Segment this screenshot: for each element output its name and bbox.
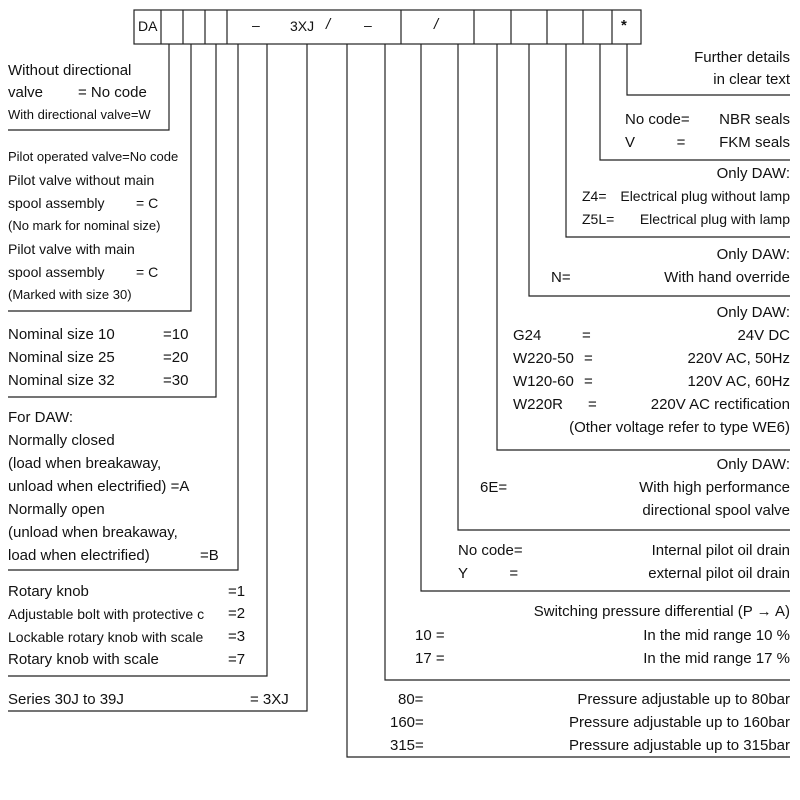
- drain-external-desc: external pilot oil drain: [648, 565, 790, 582]
- drain-internal-code: No code=: [458, 542, 523, 559]
- voltage-w120-60-desc: 120V AC, 60Hz: [687, 373, 790, 390]
- voltage-w220r-eq: =: [588, 396, 597, 413]
- code-slash-2: /: [434, 16, 439, 33]
- further-line1: Further details: [694, 49, 790, 66]
- daw-line3: (load when breakaway,: [8, 455, 162, 472]
- seals-fkm-desc: FKM seals: [719, 134, 790, 151]
- series-value: = 3XJ: [250, 691, 289, 708]
- directional-line2-value: = No code: [78, 84, 147, 101]
- pilot-line3-label: spool assembly: [8, 195, 105, 211]
- pilot-line7: (Marked with size 30): [8, 287, 132, 302]
- override-code: N=: [551, 269, 571, 286]
- voltage-w220-50-eq: =: [584, 350, 593, 367]
- pilot-line2: Pilot valve without main: [8, 172, 155, 188]
- voltage-g24-code: G24: [513, 327, 542, 344]
- drain-internal-desc: Internal pilot oil drain: [651, 542, 790, 559]
- spool-desc1: With high performance: [639, 479, 790, 496]
- nominal-25-value: =20: [163, 349, 189, 366]
- code-separator-2: –: [364, 17, 372, 33]
- knob-3-label: Lockable rotary knob with scale: [8, 629, 204, 645]
- daw-line1: For DAW:: [8, 409, 74, 426]
- daw-line7-label: load when electrified): [8, 547, 150, 564]
- plug-title: Only DAW:: [716, 165, 790, 182]
- knob-1-value: =1: [228, 583, 246, 600]
- directional-line3: With directional valve=W: [8, 107, 151, 122]
- daw-line7-value: =B: [200, 547, 219, 564]
- pressure-160-code: 160=: [390, 714, 424, 731]
- daw-line5: Normally open: [8, 501, 105, 518]
- code-slash-1: /: [326, 16, 331, 33]
- switching-17-desc: In the mid range 17 %: [643, 650, 790, 667]
- seals-nbr-code: No code=: [625, 111, 690, 128]
- pressure-80-desc: Pressure adjustable up to 80bar: [577, 691, 790, 708]
- directional-line1: Without directional: [8, 62, 132, 79]
- voltage-note: (Other voltage refer to type WE6): [569, 419, 790, 436]
- switching-title: Switching pressure differential (P → A): [533, 603, 790, 620]
- switching-10-desc: In the mid range 10 %: [643, 627, 790, 644]
- nominal-32-label: Nominal size 32: [8, 372, 115, 389]
- knob-7-value: =7: [228, 651, 246, 668]
- pressure-80-code: 80=: [398, 691, 424, 708]
- pressure-160-desc: Pressure adjustable up to 160bar: [569, 714, 790, 731]
- plug-z5l-desc: Electrical plug with lamp: [639, 211, 790, 227]
- spool-title: Only DAW:: [716, 456, 790, 473]
- nominal-10-value: =10: [163, 326, 189, 343]
- plug-z4-desc: Electrical plug without lamp: [620, 188, 790, 204]
- nominal-25-label: Nominal size 25: [8, 349, 115, 366]
- voltage-w220r-code: W220R: [513, 396, 564, 413]
- knob-1-label: Rotary knob: [8, 583, 89, 600]
- spool-desc2: directional spool valve: [642, 502, 790, 519]
- knob-3-value: =3: [228, 628, 246, 645]
- voltage-g24-desc: 24V DC: [737, 327, 790, 344]
- plug-z5l-code: Z5L=: [582, 211, 615, 227]
- pilot-line6-value: = C: [136, 264, 159, 280]
- voltage-w120-60-eq: =: [584, 373, 593, 390]
- override-desc: With hand override: [664, 269, 790, 286]
- voltage-w220-50-desc: 220V AC, 50Hz: [687, 350, 790, 367]
- code-prefix: DA: [138, 18, 158, 34]
- knob-2-value: =2: [228, 605, 246, 622]
- code-star: *: [621, 17, 627, 34]
- pressure-315-code: 315=: [390, 737, 424, 754]
- seals-fkm-code: V =: [625, 134, 686, 151]
- directional-line2-label: valve: [8, 84, 44, 101]
- pressure-315-desc: Pressure adjustable up to 315bar: [569, 737, 790, 754]
- series-label: Series 30J to 39J: [8, 691, 124, 708]
- daw-line2: Normally closed: [8, 432, 115, 449]
- switching-17-code: 17 =: [415, 650, 445, 667]
- knob-7-label: Rotary knob with scale: [8, 651, 159, 668]
- pilot-line3-value: = C: [136, 195, 159, 211]
- daw-line4: unload when electrified) =A: [8, 478, 190, 495]
- code-series: 3XJ: [290, 18, 315, 34]
- daw-line6: (unload when breakaway,: [8, 524, 178, 541]
- nominal-32-value: =30: [163, 372, 189, 389]
- switching-10-code: 10 =: [415, 627, 445, 644]
- voltage-w220r-desc: 220V AC rectification: [650, 396, 790, 413]
- code-box-frame: [134, 10, 641, 44]
- further-line2: in clear text: [713, 71, 790, 88]
- pilot-line6-label: spool assembly: [8, 264, 105, 280]
- voltage-w120-60-code: W120-60: [513, 373, 574, 390]
- pilot-line5: Pilot valve with main: [8, 241, 135, 257]
- code-separator-1: –: [252, 17, 260, 33]
- plug-z4-code: Z4=: [582, 188, 607, 204]
- nominal-10-label: Nominal size 10: [8, 326, 115, 343]
- pilot-line1: Pilot operated valve=No code: [8, 149, 179, 164]
- voltage-g24-eq: =: [582, 327, 591, 344]
- spool-code: 6E=: [480, 479, 508, 496]
- override-title: Only DAW:: [716, 246, 790, 263]
- voltage-w220-50-code: W220-50: [513, 350, 574, 367]
- seals-nbr-desc: NBR seals: [719, 111, 790, 128]
- knob-2-label: Adjustable bolt with protective c: [8, 606, 205, 622]
- drain-external-code: Y =: [458, 565, 519, 582]
- voltage-title: Only DAW:: [716, 304, 790, 321]
- pilot-line4: (No mark for nominal size): [8, 218, 161, 233]
